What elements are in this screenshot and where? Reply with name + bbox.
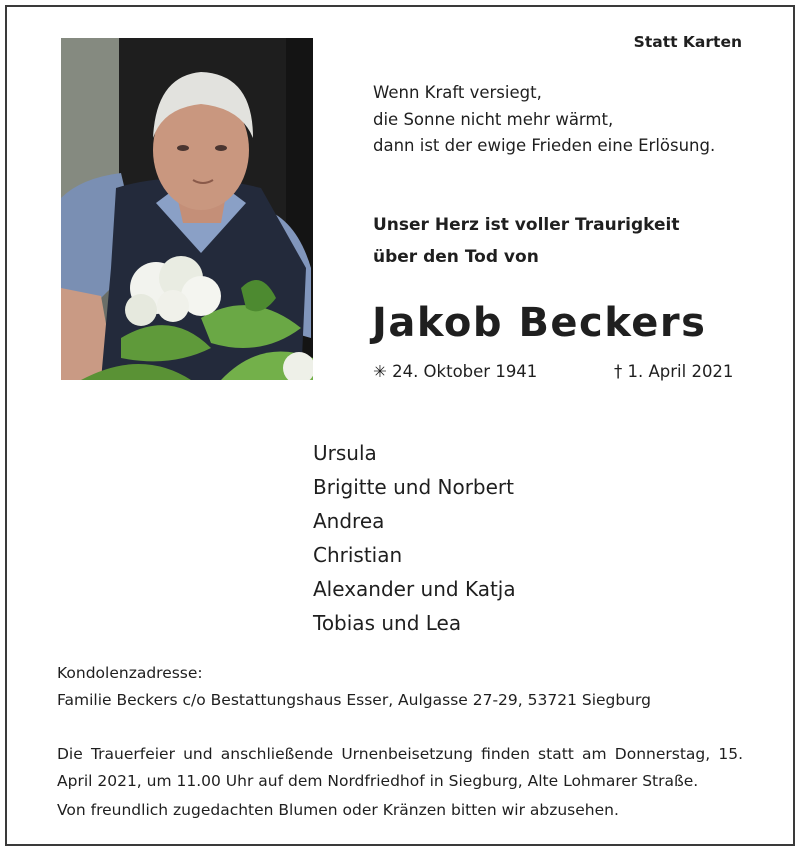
mourners-list	[313, 436, 516, 640]
poem-line: dann ist der ewige Frieden eine Erlösung.	[373, 136, 716, 155]
poem	[373, 80, 715, 160]
mourner-item: Christian	[313, 543, 403, 567]
grief-heading	[373, 209, 679, 273]
poem-line: Wenn Kraft versiegt,	[373, 83, 542, 102]
portrait-photo	[61, 38, 313, 380]
mourner-item: Alexander und Katja	[313, 577, 516, 601]
grief-heading-line: über den Tod von	[373, 247, 539, 267]
condolence-address: Familie Beckers c/o Bestattungshaus Esser, Aulgasse 27-29, 53721 Siegburg	[57, 691, 651, 709]
header-statt-karten: Statt Karten	[633, 33, 742, 51]
funeral-details: Die Trauerfeier und anschließende Urnenbeisetzung finden statt am Donnerstag, 15. April 2021, um 11.00 Uhr auf dem Nordfriedhof in Siegburg, Alte Lohmarer Straße.	[57, 745, 743, 790]
birth-date: ✳ 24. Oktober 1941	[373, 362, 538, 381]
condolence-label: Kondolenzadresse:	[57, 664, 203, 682]
mourner-item: Ursula	[313, 441, 377, 465]
death-date: † 1. April 2021	[614, 362, 734, 381]
flowers-request: Von freundlich zugedachten Blumen oder Kränzen bitten wir abzusehen.	[57, 801, 619, 819]
mourner-item: Andrea	[313, 509, 385, 533]
mourner-item: Tobias und Lea	[313, 611, 462, 635]
mourner-item: Brigitte und Norbert	[313, 475, 514, 499]
poem-line: die Sonne nicht mehr wärmt,	[373, 109, 614, 129]
deceased-name: Jakob Beckers	[372, 300, 707, 346]
grief-heading-line: Unser Herz ist voller Traurigkeit	[373, 215, 680, 235]
